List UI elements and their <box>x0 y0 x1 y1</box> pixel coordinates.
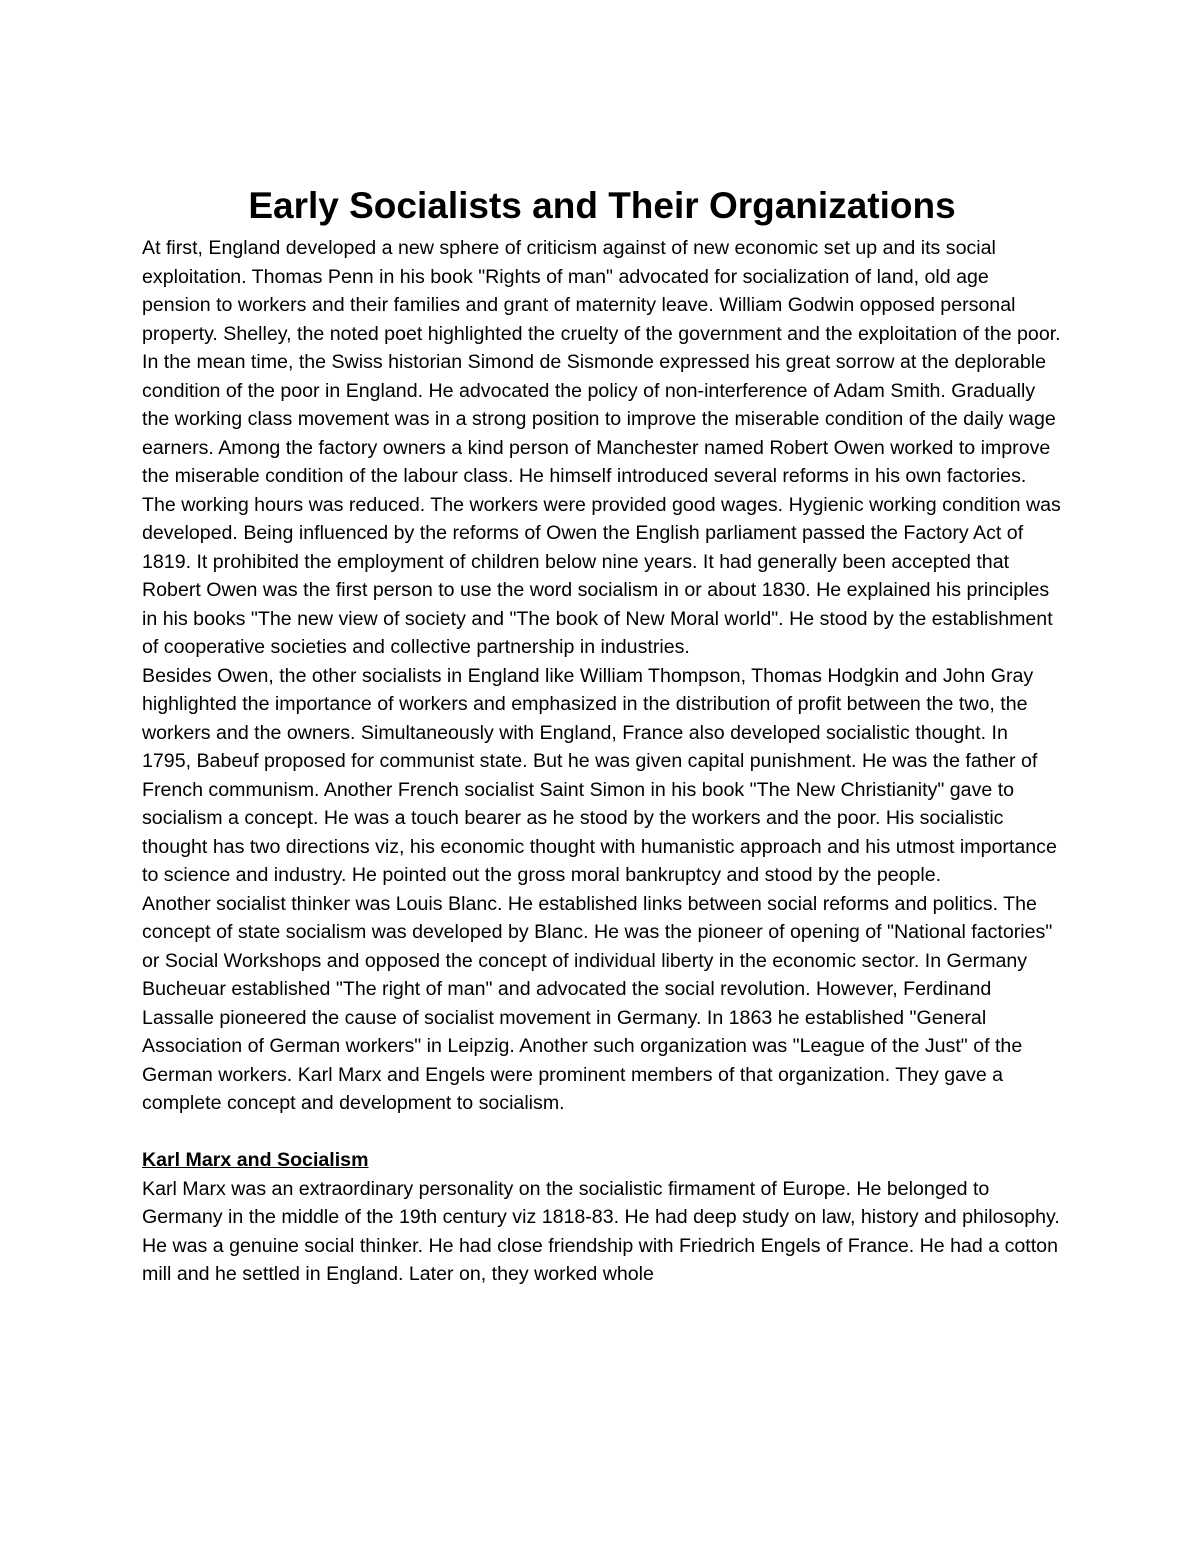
paragraph-other-socialists: Besides Owen, the other socialists in England like William Thompson, Thomas Hodgkin and John Gray highlighted the importance of workers and emphasized in the distribution of profit between the two, the workers and the owners. Simultaneously with England, France also developed socialistic thought. In 1795, Babeuf proposed for communist state. But he was given capital punishment. He was the father of French communism. Another French socialist Saint Simon in his book "The New Christianity" gave to socialism a concept. He was a touch bearer as he stood by the workers and the poor. His socialistic thought has two directions viz, his economic thought with humanistic approach and his utmost importance to science and industry. He pointed out the gross moral bankruptcy and stood by the people. <box>142 664 1057 886</box>
paragraph-karl-marx: Karl Marx was an extraordinary personality on the socialistic firmament of Europe. He belonged to Germany in the middle of the 19th century viz 1818-83. He had deep study on law, history and philosophy. He was a genuine social thinker. He had close friendship with Friedrich Engels of France. He had a cotton mill and he settled in England. Later on, they worked whole <box>142 1177 1060 1285</box>
document-title: Early Socialists and Their Organizations <box>248 185 956 226</box>
paragraph-owen: At first, England developed a new sphere of criticism against of new economic set up and its social exploitation. Thomas Penn in his book "Rights of man" advocated for socialization of land, old age pension to workers and their families and grant of maternity leave. William Godwin opposed personal property. Shelley, the noted poet highlighted the cruelty of the government and the exploitation of the poor. In the mean time, the Swiss historian Simond de Sismonde expressed his great sorrow at the deplorable condition of the poor in England. He advocated the policy of non-interference of Adam Smith. Gradually the working class movement was in a strong position to improve the miserable condition of the daily wage earners. Among the factory owners a kind person of Manchester named Robert Owen worked to improve the miserable condition of the labour class. He himself introduced several reforms in his own factories. The working hours was reduced. The workers were provided good wages. Hygienic working condition was developed. Being influenced by the reforms of Owen the English parliament passed the Factory Act of 1819. It prohibited the employment of children below nine years. It had generally been accepted that Robert Owen was the first person to use the word socialism in or about 1830. He explained his principles in his books "The new view of society and "The book of New Moral world". He stood by the establishment of cooperative societies and collective partnership in industries. <box>142 237 1061 658</box>
section-heading-karl-marx: Karl Marx and Socialism <box>142 1149 369 1171</box>
document-body <box>142 178 1062 1289</box>
paragraph-louis-blanc: Another socialist thinker was Louis Blanc. He established links between social reforms and politics. The concept of state socialism was developed by Blanc. He was the pioneer of opening of "National factories" or Social Workshops and opposed the concept of individual liberty in the economic sector. In Germany Bucheuar established "The right of man" and advocated the social revolution. However, Ferdinand Lassalle pioneered the cause of socialist movement in Germany. In 1863 he established "General Association of German workers" in Leipzig. Another such organization was "League of the Just" of the German workers. Karl Marx and Engels were prominent members of that organization. They gave a complete concept and development to socialism. <box>142 892 1053 1114</box>
